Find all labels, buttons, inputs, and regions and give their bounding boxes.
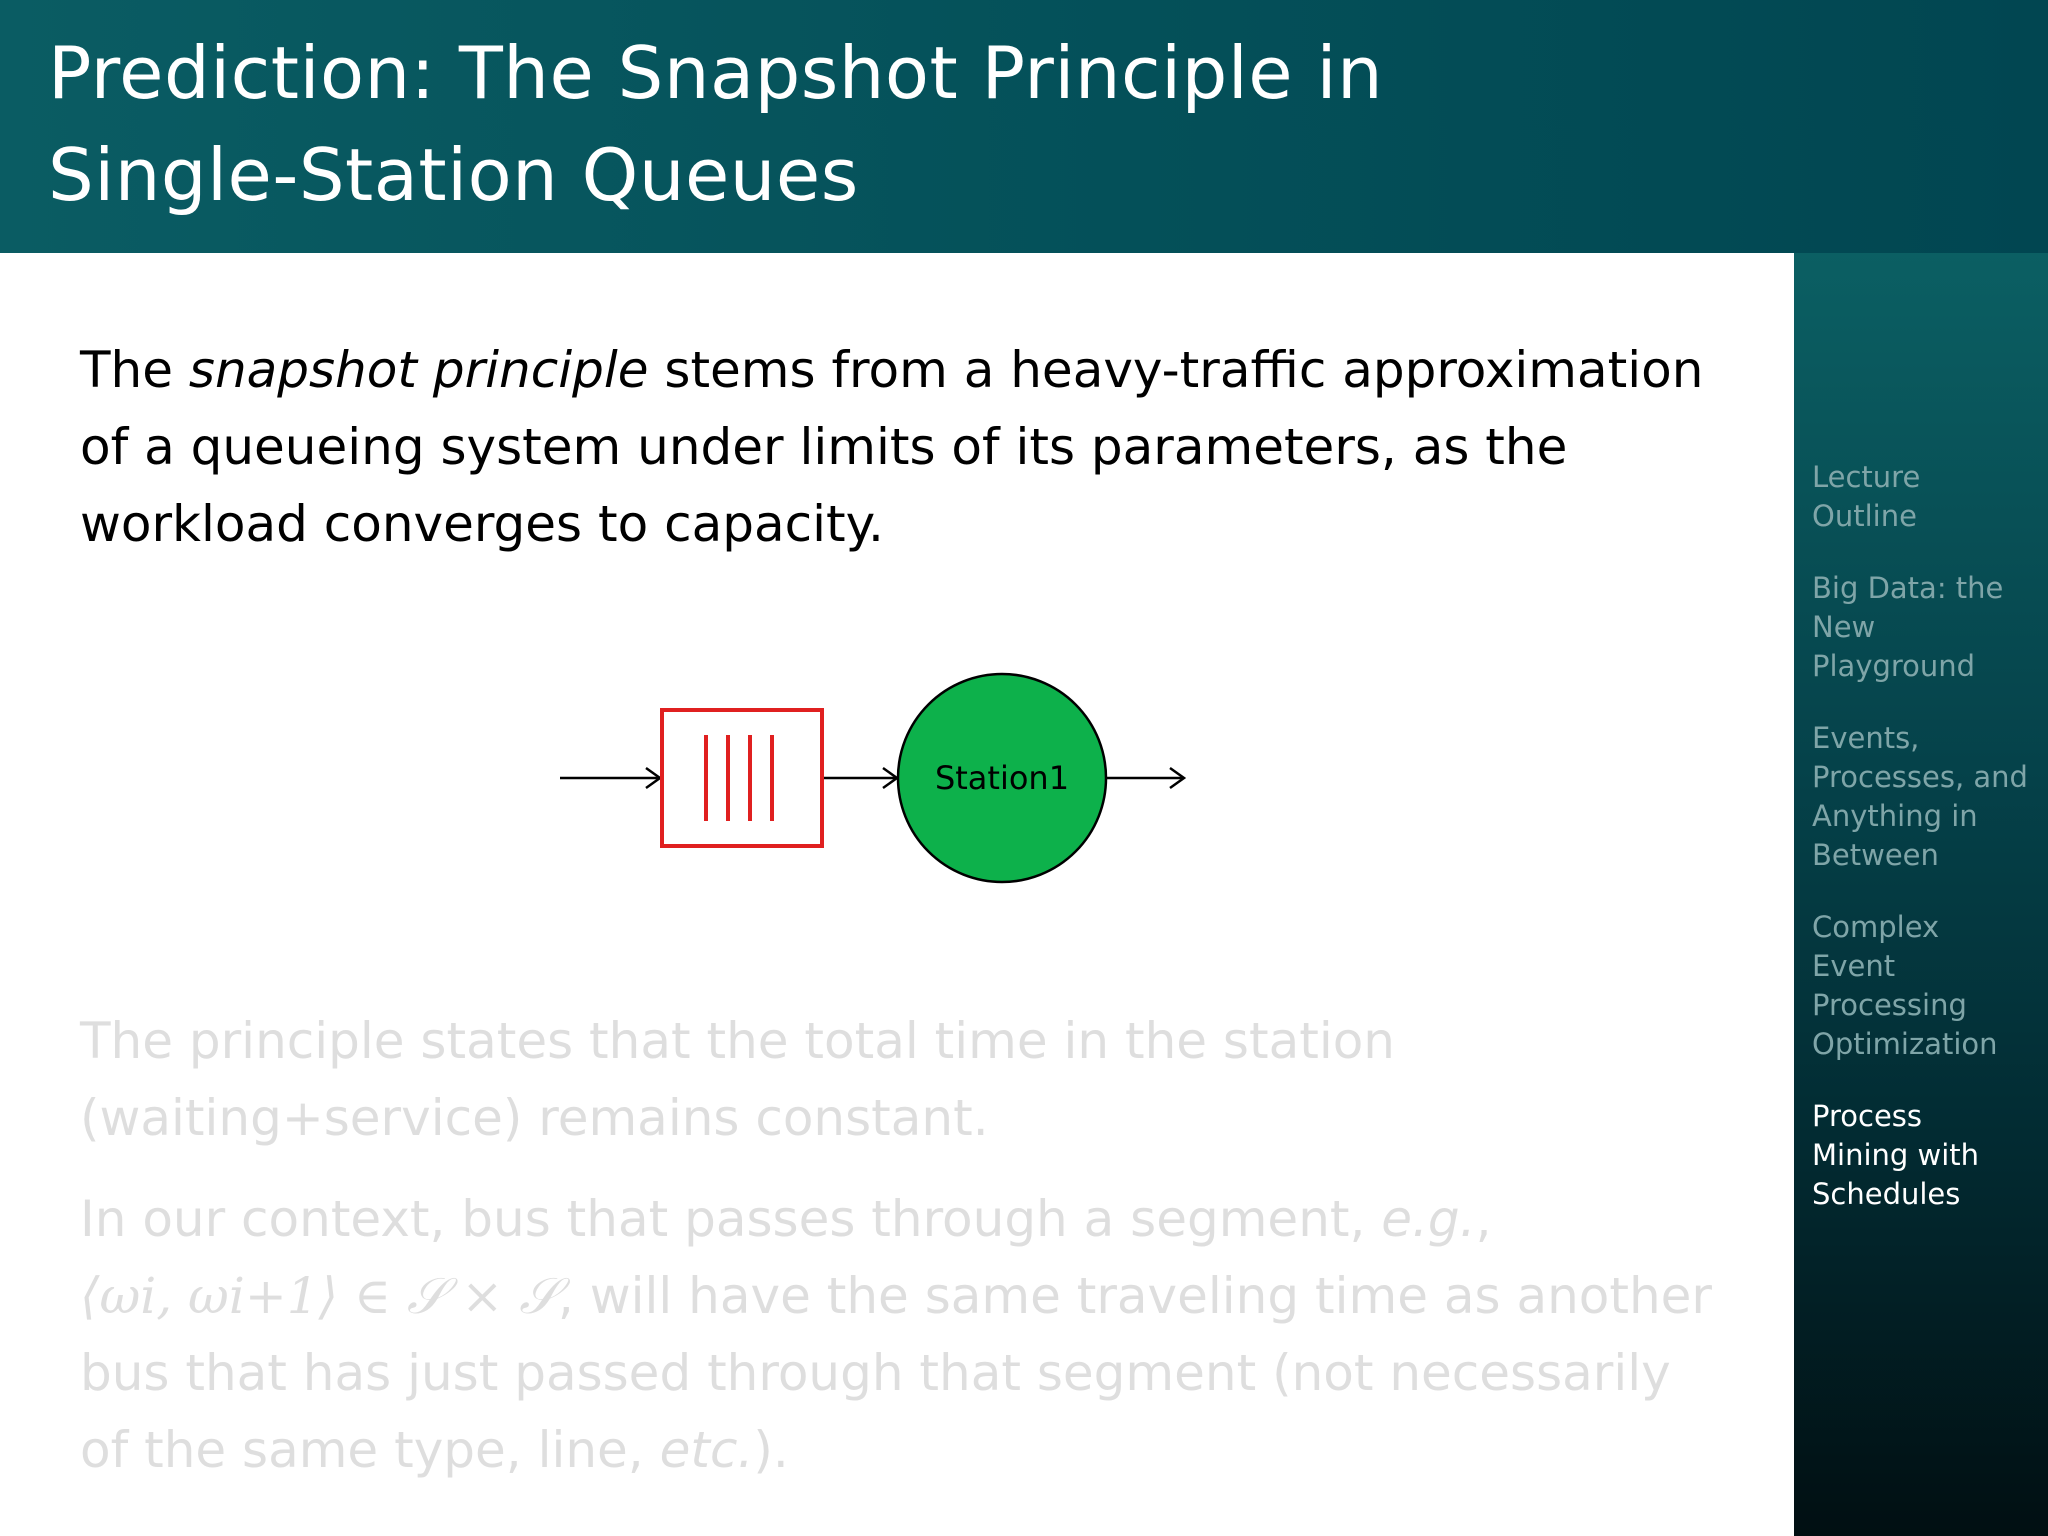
slide-title xyxy=(48,22,1748,226)
context-eg: e.g. xyxy=(1381,1190,1476,1248)
input-arrow xyxy=(560,768,660,788)
sidebar-item-big-data[interactable]: Big Data: the New Playground xyxy=(1812,571,2004,683)
sidebar-item-lecture-outline[interactable]: Lecture Outline xyxy=(1812,460,1921,533)
intro-text-rest: stems from a heavy-traffic approximation of a queueing system under limits of its parameters, as the workload converges to capacity. xyxy=(80,341,1704,553)
queue-buffer xyxy=(662,710,822,846)
sidebar-item-complex-event-processing[interactable]: Complex Event Processing Optimization xyxy=(1812,910,1998,1061)
slide-title-line2: Single-Station Queues xyxy=(48,133,859,217)
context-etc: etc. xyxy=(659,1421,754,1479)
intro-text-start: The xyxy=(80,341,189,399)
context-text-1: In our context, bus that passes through a segment, xyxy=(80,1190,1382,1248)
context-text-2: , xyxy=(1475,1190,1492,1248)
slide-title-line1: Prediction: The Snapshot Principle in xyxy=(48,31,1384,115)
intro-paragraph xyxy=(80,332,1730,563)
sidebar-item-process-mining[interactable]: Process Mining with Schedules xyxy=(1812,1099,1980,1211)
context-text-4: ). xyxy=(753,1421,789,1479)
intro-emphasis: snapshot principle xyxy=(188,341,649,399)
context-paragraph xyxy=(80,1181,1730,1489)
context-text-3: , will have the same traveling time as another bus that has just passed through that segment (not necessarily of the same type, line, xyxy=(80,1267,1712,1479)
station-label: Station1 xyxy=(934,759,1070,797)
queue-to-station-arrow xyxy=(824,768,897,788)
output-arrow xyxy=(1107,768,1184,788)
principle-paragraph: The principle states that the total time in the station (waiting+service) remains constant. xyxy=(80,1012,1395,1147)
sidebar-item-events-processes[interactable]: Events, Processes, and Anything in Between xyxy=(1812,721,2028,872)
context-math: ⟨ωi, ωi+1⟩ ∈ 𝒮 × 𝒮 xyxy=(80,1267,558,1325)
queue-diagram xyxy=(550,665,1200,895)
section-sidebar xyxy=(1794,253,2048,1536)
title-bar xyxy=(0,0,2048,253)
